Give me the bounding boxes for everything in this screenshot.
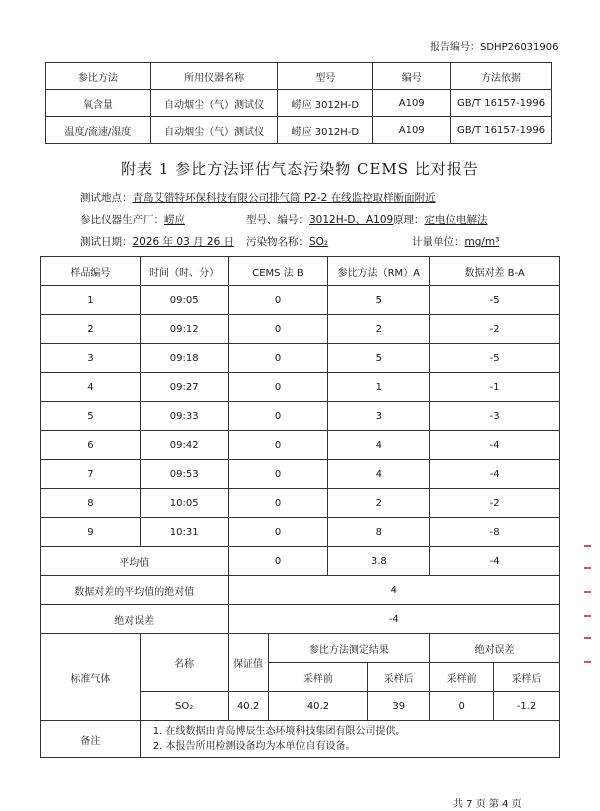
table-cell: 温度/流速/湿度 — [46, 117, 151, 144]
table-cell: 09:53 — [140, 460, 228, 489]
table-cell: 0 — [228, 489, 328, 518]
table-cell: 4 — [41, 373, 141, 402]
remark-line-2: 2. 本报告所用检测设备均为本单位自有设备。 — [152, 741, 356, 752]
average-reference: 3.8 — [328, 547, 430, 576]
table-cell: 0 — [228, 460, 328, 489]
table-cell: 09:18 — [140, 344, 228, 373]
table-cell: 4 — [328, 431, 430, 460]
table-cell: -4 — [430, 460, 560, 489]
standard-result-label: 参比方法测定结果 — [268, 634, 430, 663]
table-row — [41, 286, 560, 315]
abs-average-label: 数据对差的平均值的绝对值 — [41, 576, 229, 605]
table-cell: -5 — [430, 286, 560, 315]
table-cell: 09:05 — [140, 286, 228, 315]
principle-label: 原理： — [393, 214, 425, 226]
standard-name: SO₂ — [140, 692, 228, 721]
header-cell: 数据对差 B-A — [430, 257, 560, 286]
model-label: 型号、编号： — [246, 214, 309, 226]
unit-line — [412, 234, 499, 249]
header-cell: 型号 — [278, 63, 373, 90]
table-cell: 0 — [228, 344, 328, 373]
standard-before-label: 采样前 — [268, 663, 368, 692]
location-line — [80, 190, 436, 205]
standard-guarantee: 40.2 — [228, 692, 268, 721]
header-cell: 所用仪器名称 — [150, 63, 278, 90]
abs-error-value: -4 — [228, 605, 559, 634]
manufacturer-value: 崂应 — [164, 214, 185, 226]
page-footer: 共 7 页 第 4 页 — [453, 799, 522, 810]
table-cell: -8 — [430, 518, 560, 547]
table-cell: 0 — [228, 518, 328, 547]
header-cell: 方法依据 — [451, 63, 552, 90]
table-cell: GB/T 16157-1996 — [451, 117, 552, 144]
table-cell: 2 — [41, 315, 141, 344]
table-cell: 1 — [328, 373, 430, 402]
model-line — [246, 212, 393, 227]
table-header-row — [41, 257, 560, 286]
standard-error-before-label: 采样前 — [430, 663, 494, 692]
manufacturer-line — [80, 212, 185, 227]
table-cell: 10:31 — [140, 518, 228, 547]
abs-average-value: 4 — [228, 576, 559, 605]
header-cell: 参比方法（RM）A — [328, 257, 430, 286]
remark-line-1: 1. 在线数据由青岛博辰生态环境科技集团有限公司提供。 — [152, 726, 406, 737]
header-cell: 时间（时、分） — [140, 257, 228, 286]
standard-before: 40.2 — [268, 692, 368, 721]
date-value: 2026 年 03 月 26 日 — [132, 236, 235, 248]
unit-label: 计量单位： — [412, 236, 465, 248]
table-row — [41, 460, 560, 489]
table-cell: 5 — [328, 344, 430, 373]
table-cell: 09:42 — [140, 431, 228, 460]
table-cell: 09:33 — [140, 402, 228, 431]
table-cell: -5 — [430, 344, 560, 373]
header-cell: CEMS 法 B — [228, 257, 328, 286]
pollutant-value: SO₂ — [309, 236, 329, 248]
table-cell: A109 — [373, 117, 451, 144]
table-cell: 0 — [228, 431, 328, 460]
table-cell: 0 — [228, 402, 328, 431]
abs-average-row — [41, 576, 560, 605]
table-row — [41, 489, 560, 518]
standard-after: 39 — [368, 692, 430, 721]
standard-error-before: 0 — [430, 692, 494, 721]
standard-error-after: -1.2 — [494, 692, 560, 721]
table-cell: 0 — [228, 286, 328, 315]
table-row — [46, 90, 552, 117]
header-cell: 样品编号 — [41, 257, 141, 286]
table-cell: -2 — [430, 489, 560, 518]
table-cell: 10:05 — [140, 489, 228, 518]
table-cell: 09:12 — [140, 315, 228, 344]
table-cell: 7 — [41, 460, 141, 489]
seal-edge-marks — [584, 545, 594, 675]
average-cems: 0 — [228, 547, 328, 576]
table-cell: -3 — [430, 402, 560, 431]
table-cell: -4 — [430, 431, 560, 460]
table-cell: GB/T 16157-1996 — [451, 90, 552, 117]
standard-after-label: 采样后 — [368, 663, 430, 692]
table-row — [41, 402, 560, 431]
table-row — [41, 344, 560, 373]
comparison-table — [40, 256, 560, 758]
table-cell: 氧含量 — [46, 90, 151, 117]
table-row — [41, 315, 560, 344]
table-row — [41, 518, 560, 547]
standard-error-after-label: 采样后 — [494, 663, 560, 692]
table-cell: 0 — [228, 315, 328, 344]
remark-content — [140, 721, 559, 758]
pollutant-label: 污染物名称： — [246, 236, 309, 248]
remark-row — [41, 721, 560, 758]
header-cell: 编号 — [373, 63, 451, 90]
pollutant-line — [246, 234, 328, 249]
report-title: 附表 1 参比方法评估气态污染物 CEMS 比对报告 — [121, 160, 479, 178]
standard-name-label: 名称 — [140, 634, 228, 692]
standard-abs-error-label: 绝对误差 — [430, 634, 560, 663]
principle-value: 定电位电解法 — [424, 214, 488, 226]
location-value: 青岛艾错特环保科技有限公司排气筒 P2-2 在线监控取样断面附近 — [132, 192, 436, 204]
standard-gas-label: 标准气体 — [41, 634, 141, 721]
report-number: 报告编号：SDHP26031906 — [430, 42, 559, 53]
header-cell: 参比方法 — [46, 63, 151, 90]
table-cell: 2 — [328, 489, 430, 518]
table-cell: 2 — [328, 315, 430, 344]
table-cell: 1 — [41, 286, 141, 315]
date-line — [80, 234, 234, 249]
table-cell: -1 — [430, 373, 560, 402]
table-row — [41, 431, 560, 460]
table-cell: 崂应 3012H-D — [278, 90, 373, 117]
table-cell: 3 — [41, 344, 141, 373]
table-cell: 09:27 — [140, 373, 228, 402]
table-cell: 自动烟尘（气）测试仪 — [150, 90, 278, 117]
reference-instrument-table — [45, 62, 552, 144]
location-label: 测试地点： — [80, 192, 133, 204]
average-diff: -4 — [430, 547, 560, 576]
table-cell: -2 — [430, 315, 560, 344]
table-cell: 8 — [41, 489, 141, 518]
table-cell: 4 — [328, 460, 430, 489]
table-cell: 5 — [328, 286, 430, 315]
table-cell: 0 — [228, 373, 328, 402]
model-value: 3012H-D、A109 — [309, 214, 394, 226]
average-label: 平均值 — [41, 547, 229, 576]
standard-gas-header-row — [41, 634, 560, 663]
abs-error-label: 绝对误差 — [41, 605, 229, 634]
abs-error-row — [41, 605, 560, 634]
table-header-row — [46, 63, 552, 90]
table-cell: 3 — [328, 402, 430, 431]
principle-line — [393, 212, 488, 227]
table-cell: 6 — [41, 431, 141, 460]
unit-value: mg/m³ — [464, 236, 500, 248]
table-cell: 自动烟尘（气）测试仪 — [150, 117, 278, 144]
table-cell: A109 — [373, 90, 451, 117]
remark-label: 备注 — [41, 721, 141, 758]
average-row — [41, 547, 560, 576]
standard-guarantee-label: 保证值 — [228, 634, 268, 692]
table-row — [41, 373, 560, 402]
table-cell: 崂应 3012H-D — [278, 117, 373, 144]
table-cell: 9 — [41, 518, 141, 547]
manufacturer-label: 参比仪器生产厂： — [80, 214, 164, 226]
table-row — [46, 117, 552, 144]
date-label: 测试日期： — [80, 236, 133, 248]
table-cell: 8 — [328, 518, 430, 547]
table-cell: 5 — [41, 402, 141, 431]
